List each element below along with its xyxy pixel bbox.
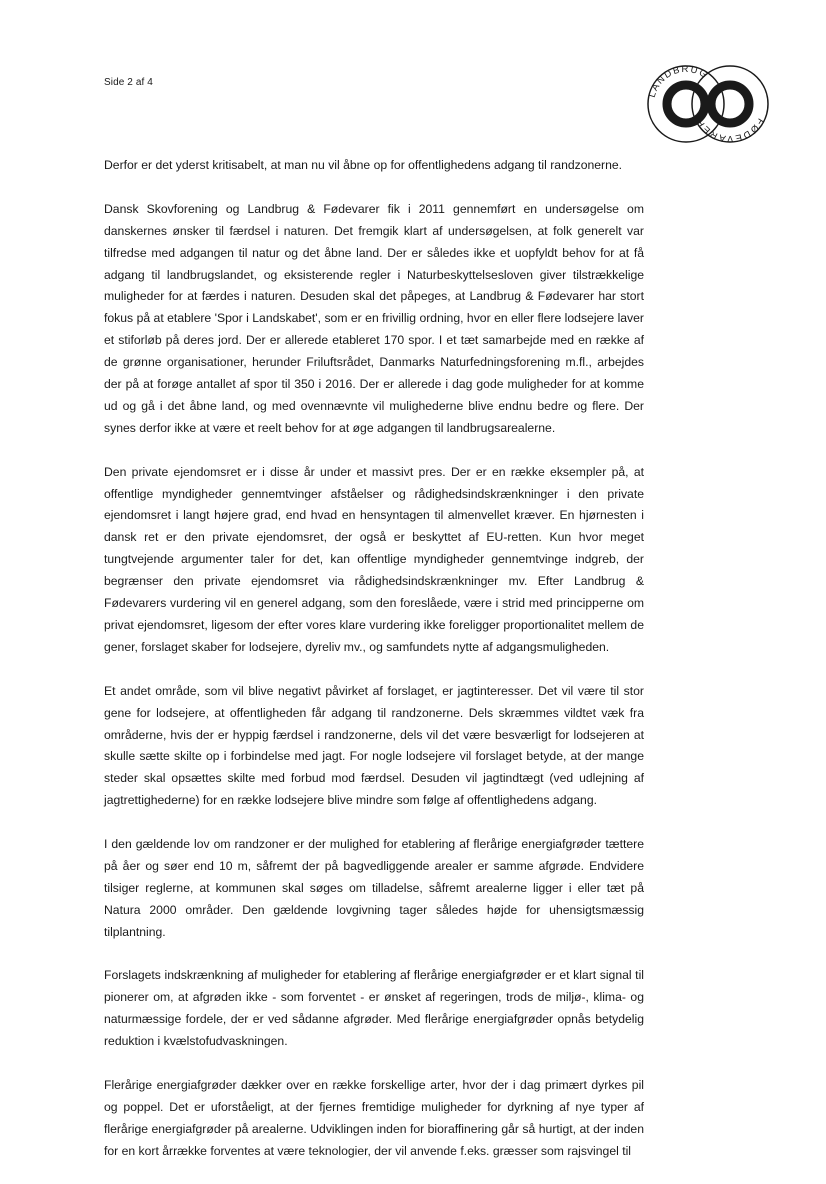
paragraph-7: Flerårige energiafgrøder dækker over en række forskellige arter, hvor der i dag primært dyrkes pil og poppel. Det er uforståeligt, at der fjernes fremtidige muligheder for dyrkning af nye typer af flerårige energiafgrøder på arealerne. Udviklingen inden for bioraffinering går så hurtigt, at der inden for en kort årrække forventes at være teknologier, der vil anvende f.eks. græsser som rajsvingel til <box>104 1077 644 1158</box>
letter-body <box>104 155 644 1184</box>
paragraph-1: Derfor er det yderst kritisabelt, at man nu vil åbne op for offentlighedens adgang til randzonerne. <box>104 158 623 172</box>
paragraph-2: Dansk Skovforening og Landbrug & Fødevarer fik i 2011 gennemført en undersøgelse om danskernes ønsker til færdsel i naturen. Det fremgik klart af undersøgelsen, at folk generelt var tilfredse med adgangen til natur og det åbne land. Der er således ikke et uopfyldt behov for at få adgang til landbrugslandet, og eksisterende regler i Naturbeskyttelsesloven giver tilstrækkelige muligheder for at færdes i naturen. Desuden skal det påpeges, at Landbrug & Fødevarer har stort fokus på at etablere 'Spor i Landskabet', som er en frivillig ordning, hvor en eller flere lodsejere laver et stiforløb på deres jord. Der er allerede etableret 170 spor. I et tæt samarbejde med en række af de grønne organisationer, herunder Friluftsrådet, Danmarks Naturfedningsforening m.fl., arbejdes der på at forøge antallet af spor til 350 i 2016. Der er allerede i dag gode muligheder for at komme ud og gå i det åbne land, og med ovennævnte vil mulighederne blive endnu bedre og flere. Der synes derfor ikke at være et reelt behov for at øge adgangen til landbrugsarealerne. <box>104 201 644 435</box>
paragraph-5: I den gældende lov om randzoner er der mulighed for etablering af flerårige energiafgrøder tættere på åer og søer end 10 m, såfremt der på bagvedliggende arealer er samme afgrøde. Endvidere tilsiger reglerne, at kommunen skal søges om tilladelse, såfremt arealerne ligger i eller tæt på Natura 2000 områder. Den gældende lovgivning tager således højde for uhensigtsmæssig tilplantning. <box>104 837 644 939</box>
page-number: Side 2 af 4 <box>104 77 153 88</box>
logo-text-left: LANDBRUG <box>646 63 711 99</box>
paragraph-6: Forslagets indskrænkning af muligheder for etablering af flerårige energiafgrøder er et klart signal til pionerer om, at afgrøden ikke - som forventet - er ønsket af regeringen, trods de miljø-, klima- og naturmæssige fordele, der er ved sådanne afgrøder. Med flerårige energiafgrøder opnås betydelig reduktion i kvælstofudvaskningen. <box>104 968 644 1049</box>
paragraph-4: Et andet område, som vil blive negativt påvirket af forslaget, er jagtinteresser. Det vil være til stor gene for lodsejere, at offentligheden får adgang til randzonerne. Dels skræmmes vildtet væk fra områderne, hvis der er hyppig færdsel i randzonerne, dels vil det være besværligt for lodsejeren at skulle sætte skilte op i forbindelse med jagt. For nogle lodsejere vil forslaget betyde, at der mange steder skal opsættes skilte med forbud mod færdsel. Desuden vil jagtindtægt (ved udlejning af jagtrettighederne) for en række lodsejere blive mindre som følge af offentlighedens adgang. <box>104 683 644 808</box>
landbrug-foedevarer-logo <box>644 62 772 146</box>
paragraph-3: Den private ejendomsret er i disse år under et massivt pres. Der er en række eksempler på, at offentlige myndigheder gennemtvinger afståelser og rådighedsindskrænkninger i den private ejendomsret i langt højere grad, end hvad en hensyntagen til almenvellet kræver. En hjørnesten i dansk ret er den private ejendomsret, der også er beskyttet af EU-retten. Kun hvor meget tungtvejende argumenter taler for det, kan offentlige myndigheder gennemtvinge indgreb, der begrænser den private ejendomsret via rådighedsindskrænkninger mv. Efter Landbrug & Fødevarers vurdering vil en generel adgang, som den foreslåede, være i strid med principperne om privat ejendomsret, ligesom der efter vores klare vurdering ikke foreligger proportionalitet mellem de gener, forslaget skaber for lodsejere, dyreliv mv., og samfundets nytte af adgangsmuligheden. <box>104 464 644 654</box>
logo-text-right: FØDEVARER <box>693 115 766 145</box>
